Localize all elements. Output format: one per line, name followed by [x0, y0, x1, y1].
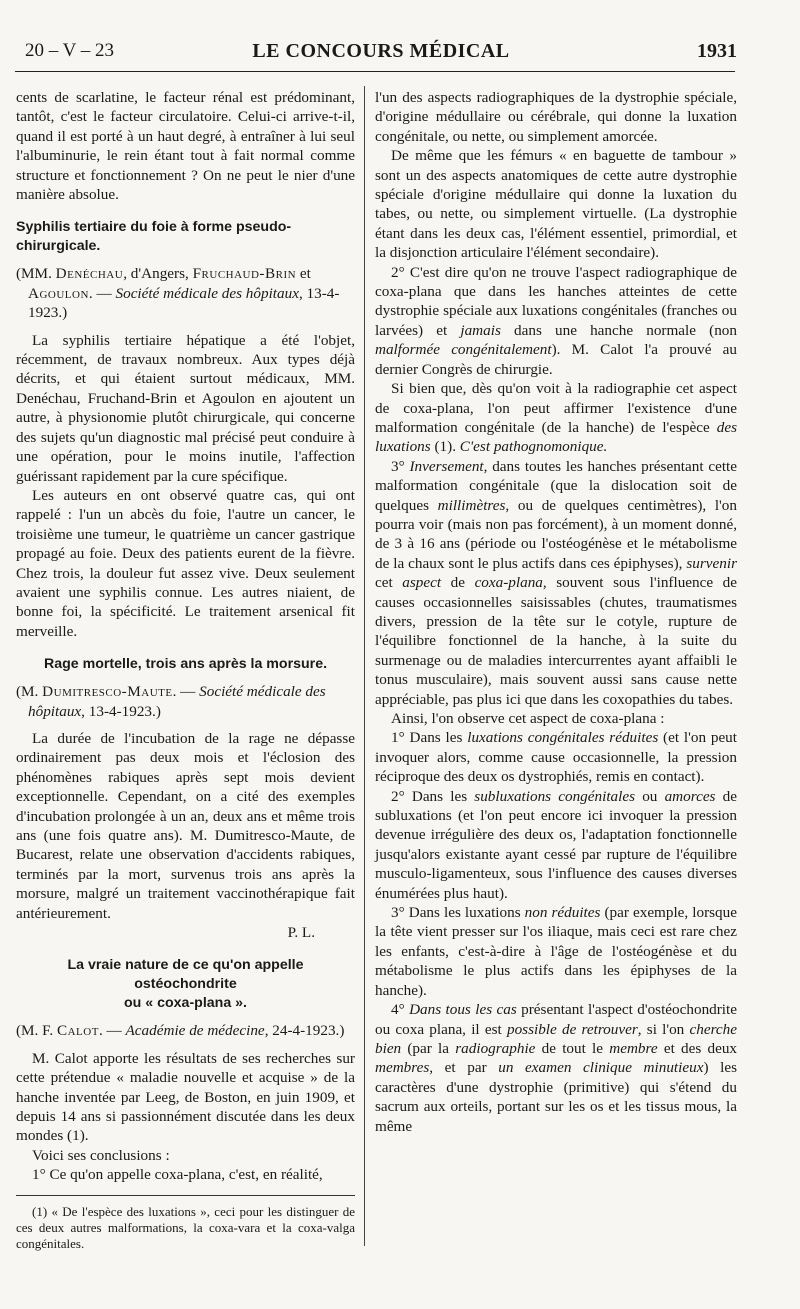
right-paragraph-4: Si bien que, dès qu'on voit à la radiographie cet aspect de coxa-plana, l'on peut affirmer l'existence d'une malformation congénitale (de la hanche) de l'espèce des luxations (1). C'est pathognomonique.	[375, 380, 737, 456]
footnote-rule	[16, 1195, 355, 1196]
section-reference-coxa-plana: (M. F. Calot. — Académie de médecine, 24-4-1923.)	[16, 1022, 345, 1040]
journal-title: LE CONCOURS MÉDICAL	[252, 40, 510, 62]
coxa-plana-paragraph-2: Voici ses conclusions :	[32, 1146, 170, 1164]
rage-paragraph: La durée de l'incubation de la rage ne dépasse ordinairement pas deux mois et l'éclosion des phénomènes rabiques après sept mois devient exceptionnelle. Cependant, on a cité des exemples d'incubation prolongée à un an, deux ans et même trois ans (une fois quatre ans). M. Dumitresco-Maute, de Bucarest, relate une observation d'accidents rabiques, terminés par la mort, survenus trois ans après la morsure, malgré un traitement vaccinothérapique fait antérieurement.	[16, 729, 355, 922]
right-paragraph-3: 2° C'est dire qu'on ne trouve l'aspect radiographique de coxa-plana que dans les hanches atteintes de cette dystrophie spéciale aux luxations congénitales (franches ou larvées) et jamais dans une hanche normale (non malformée congénitalement). M. Calot l'a prouvé au dernier Congrès de chirurgie.	[375, 263, 737, 378]
syphilis-paragraph-2: Les auteurs en ont observé quatre cas, qui ont rappelé : l'un un abcès du foie, l'autre un cancer, le troisième une tumeur, le quatrième un cancer gastrique propagé au foie. Deux des patients eurent de la fièvre. Chez trois, la douleur fut assez vive. Deux seulement avaient une syphilis connue. Les autres niaient, de bonne foi, la spécificité. Le traitement arsenical fit merveille.	[16, 486, 355, 640]
section-title-syphilis: Syphilis tertiaire du foie à forme pseudo-chirurgicale.	[16, 219, 292, 255]
signature: P. L.	[287, 924, 315, 942]
right-paragraph-2: De même que les fémurs « en baguette de tambour » sont un des aspects anatomiques de cette autre dystrophie spéciale d'origine médullaire qui donne la luxation du tabes, ou nette, ou simplement virtuelle. (La dystrophie étant dans les deux cas, l'élément essentiel, primordial, et la disjonction articulaire l'élément secondaire).	[375, 147, 737, 262]
right-paragraph-7: 1° Dans les luxations congénitales réduites (et l'on peut invoquer alors, comme cause occasionnelle, la pression réciproque des deux os dystrophiés, remis en contact).	[375, 729, 737, 786]
right-paragraph-9: 3° Dans les luxations non réduites (par exemple, lorsque la tête vient presser sur l'os iliaque, mais ceci est rare chez les enfants, c'est-à-dire à l'âge de l'ostéogénèse et du métabolisme le plus actifs dans les épiphyses de la hanche).	[375, 904, 737, 999]
page-header	[25, 40, 737, 64]
section-title-coxa-plana-line1: La vraie nature de ce qu'on appelle ostéochondrite	[67, 957, 304, 993]
section-reference-rage: (M. Dumitresco-Maute. — Société médicale des hôpitaux, 13-4-1923.)	[16, 683, 326, 720]
column-divider	[364, 86, 365, 1246]
right-column	[375, 88, 737, 1136]
header-rule	[15, 71, 735, 72]
section-title-rage: Rage mortelle, trois ans après la morsure.	[43, 656, 328, 673]
page-number: 1931	[697, 40, 737, 62]
section-title-coxa-plana-line2: ou « coxa-plana ».	[124, 995, 247, 1012]
section-reference-syphilis: (MM. Denéchau, d'Angers, Fruchaud-Brin et Agoulon. — Société médicale des hôpitaux, 13-4-1923.)	[16, 265, 340, 322]
footnote: (1) « De l'espèce des luxations », ceci pour les distinguer de ces deux autres malformations, la coxa-vara et la coxa-valga congénitales.	[16, 1203, 355, 1251]
coxa-plana-paragraph-1: M. Calot apporte les résultats de ses recherches sur cette prétendue « maladie nouvelle et acquise » de la hanche inventée par Leeg, de Boston, en juin 1909, et depuis 14 ans si passionnément discutée dans les deux mondes (1).	[16, 1049, 355, 1145]
right-paragraph-8: 2° Dans les subluxations congénitales ou amorces de subluxations (et l'on peut encore ici invoquer la pression devenue irrégulière des deux os, l'adaptation fonctionnelle jusqu'alors existante ayant cessé par rupture de l'équilibre musculo-ligamenteux, sous l'influence des causes diverses énumérées plus haut).	[375, 787, 737, 902]
syphilis-paragraph-1: La syphilis tertiaire hépatique a été l'objet, récemment, de travaux nombreux. Aux types déjà décrits, et qui étaient surtout médicaux, MM. Denéchau, Fruchand-Brin et Agoulon en ajoutent un autre, à physionomie plutôt chirurgicale, qui concerne des sujets qu'un diagnostic mal précisé peut conduire à une opération, pour le moins inutile, l'affection guérissant rapidement par la cure spécifique.	[16, 331, 355, 485]
right-paragraph-6: Ainsi, l'on observe cet aspect de coxa-plana :	[391, 710, 665, 727]
right-paragraph-1: l'un des aspects radiographiques de la dystrophie spéciale, d'origine médullaire ou cérébrale, qui donne la luxation congénitale, ou nette, ou simplement amorcée.	[375, 89, 737, 145]
right-paragraph-5: 3° Inversement, dans toutes les hanches présentant cette malformation congénitale (que la dislocation soit de quelques millimètres, ou de quelques centimètres), l'on pourra voir (mais non pas forcément), à un moment donné, de 3 à 16 ans (période ou l'ostéogénèse et le métabolisme de la chaux sont le plus actifs dans ces épiphyses), survenir cet aspect de coxa-plana, souvent sous l'influence de causes occasionnelles saisissables (chutes, traumatismes divers, pression de la tête sur le cotyle, rupture de l'équilibre fonctionnel de la hanche, à la suite du surmenage ou de maladies intercurrentes ayant affaibli le tonus musculaire), mais souvent aussi sans cause nette appréciable, pas plus ici que dans les coxopathies du tabes.	[375, 457, 738, 708]
header-date: 20 – V – 23	[25, 40, 115, 61]
left-column	[16, 88, 355, 1252]
coxa-plana-paragraph-3: 1° Ce qu'on appelle coxa-plana, c'est, en réalité,	[32, 1166, 323, 1184]
right-paragraph-10: 4° Dans tous les cas présentant l'aspect d'ostéochondrite ou coxa plana, il est possible de retrouver, si l'on cherche bien (par la radiographie de tout le membre et des deux membres, et par un examen clinique minutieux) les caractères d'une dystrophie (primitive) qui s'étend du sacrum aux orteils, portant sur les os et les tissus mous, la même	[375, 1001, 738, 1135]
intro-paragraph: cents de scarlatine, le facteur rénal est prédominant, tantôt, c'est le facteur circulatoire. Celui-ci arrive-t-il, quand il est porté à un haut degré, à entraîner à lui seul l'albuminurie, le rein étant tout à fait normal comme structure et fonctionnement ? On ne peut le nier d'une manière absolue.	[16, 89, 355, 204]
